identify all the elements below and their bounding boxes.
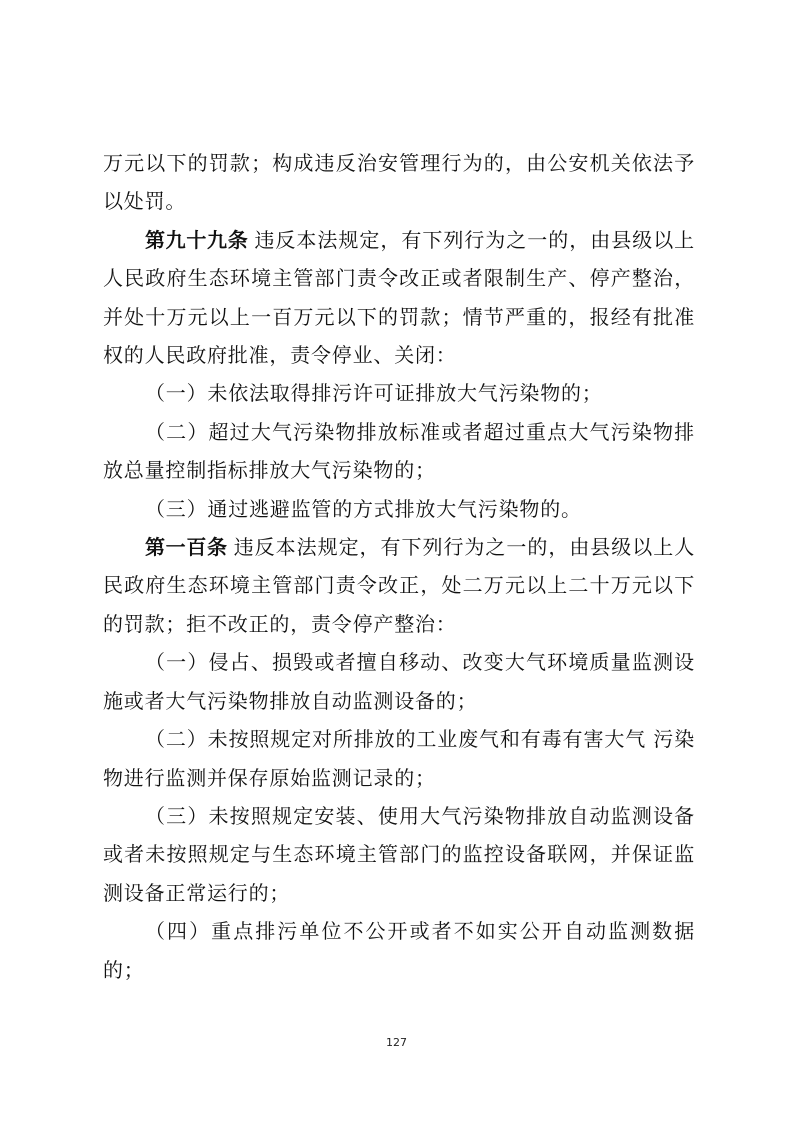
article-heading: 第一百条 [145,535,228,560]
list-item: （四）重点排污单位不公开或者不如实公开自动监测数据的； [103,919,695,982]
paragraph-continuation: 万元以下的罚款；构成违反治安管理行为的，由公安机关依法予以处罚。 [103,151,695,214]
paragraph-article-99: 第九十九条 违反本法规定，有下列行为之一的，由县级以上人民政府生态环境主管部门责令改正或者限制生产、停产整治，并处十万元以上一百万元以下的罚款；情节严重的，报经有批准权的人民政府批准，责令停业、关闭： [103,227,695,368]
paragraph-article-100: 第一百条 违反本法规定，有下列行为之一的，由县级以上人民政府生态环境主管部门责令改正，处二万元以上二十万元以下的罚款；拒不改正的，责令停产整治： [103,535,695,636]
page-number: 127 [386,1036,407,1049]
list-item: （三）未按照规定安装、使用大气污染物排放自动监测设备或者未按照规定与生态环境主管部门的监控设备联网，并保证监测设备正常运行的； [103,803,695,905]
list-item: （二）超过大气污染物排放标准或者超过重点大气污染物排放总量控制指标排放大气污染物的； [103,419,695,483]
list-item: （一）未依法取得排污许可证排放大气污染物的； [145,381,603,406]
list-item: （三）通过逃避监管的方式排放大气污染物的。 [145,496,582,521]
list-item: （一）侵占、损毁或者擅自移动、改变大气环境质量监测设施或者大气污染物排放自动监测设备的； [103,650,695,713]
list-item: （二）未按照规定对所排放的工业废气和有毒有害大气 污染物进行监测并保存原始监测记录的； [103,727,695,790]
article-heading: 第九十九条 [145,227,249,252]
body-text [103,144,695,989]
